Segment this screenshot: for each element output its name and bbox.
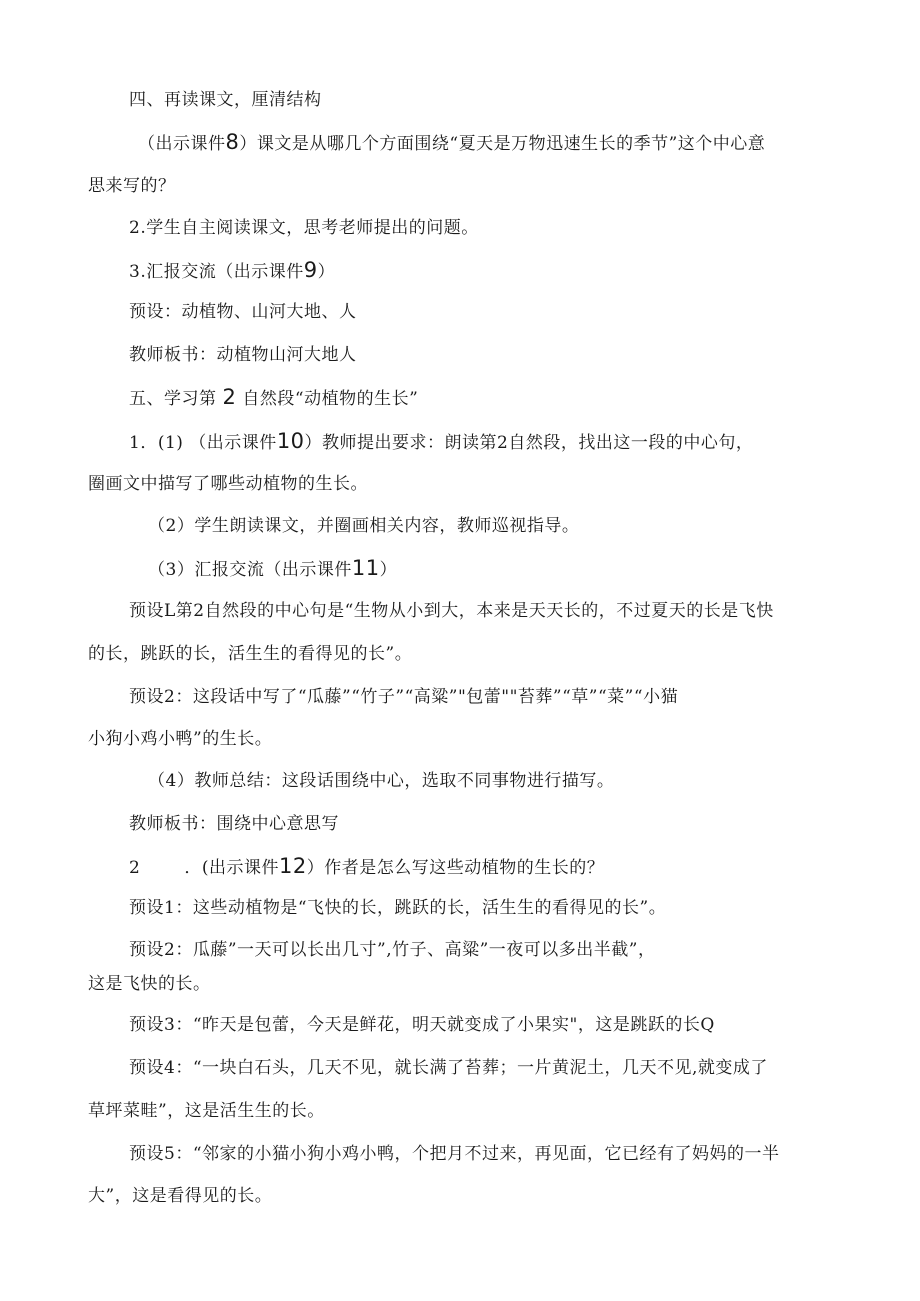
- section-heading-4: 四、再读课文，厘清结构: [129, 90, 322, 110]
- paragraph-line: （2）学生朗读课文，并圈画相关内容，教师巡视指导。: [148, 516, 580, 536]
- paragraph-line: 圈画文中描写了哪些动植物的生长。: [88, 474, 368, 494]
- courseware-number: 8: [225, 130, 240, 154]
- paragraph-line: 思来写的？: [88, 176, 176, 196]
- paragraph-line: 2.学生自主阅读课文，思考老师提出的问题。: [129, 218, 479, 238]
- paragraph-line: （4）教师总结：这段话围绕中心，选取不同事物进行描写。: [148, 771, 615, 791]
- paragraph-line: 草坪菜畦”，这是活生生的长。: [88, 1101, 325, 1121]
- paragraph-line: 预设1：这些动植物是“飞快的长，跳跃的长，活生生的看得见的长”。: [129, 898, 667, 918]
- paragraph-number: 2: [222, 385, 237, 409]
- text-run: 3.汇报交流（出示课件: [129, 262, 304, 282]
- paragraph-line: [129, 259, 335, 283]
- paragraph-line: [148, 557, 397, 581]
- paragraph-line: 教师板书：围绕中心意思写: [129, 814, 339, 834]
- paragraph-line: [129, 855, 604, 879]
- text-run: ）课文是从哪几个方面围绕“夏天是万物迅速生长的季节”这个中心意: [239, 134, 766, 154]
- paragraph-line: 预设2：这段话中写了“瓜藤”“竹子”“高粱”"包蕾""苔葬”“草”“菜”“小猫: [129, 687, 679, 707]
- paragraph-line: 预设5：“邻家的小猫小狗小鸡小鸭，个把月不过来，再见面，它已经有了妈妈的一半: [129, 1144, 780, 1164]
- paragraph-line: 的长，跳跃的长，活生生的看得见的长”。: [88, 644, 413, 664]
- text-run: 2: [129, 858, 141, 878]
- text-run: （出示课件: [138, 134, 226, 154]
- paragraph-line: [138, 131, 765, 155]
- text-run: ）: [317, 262, 336, 282]
- text-run: 五、学习第: [129, 389, 217, 409]
- text-run: ）作者是怎么写这些动植物的生长的？: [306, 858, 605, 878]
- paragraph-line: 这是飞快的长。: [88, 974, 211, 994]
- paragraph-line: 教师板书：动植物山河大地人: [129, 345, 357, 365]
- courseware-number: 12: [278, 854, 307, 878]
- paragraph-line: 预设：动植物、山河大地、人: [129, 302, 357, 322]
- courseware-number: 10: [276, 429, 305, 453]
- paragraph-line: 预设2：瓜藤”一天可以长出几寸”,竹子、高粱”一夜可以多出半截”，: [129, 940, 656, 960]
- courseware-number: 9: [303, 258, 318, 282]
- paragraph-line: [129, 430, 753, 454]
- paragraph-line: 预设3：“昨天是包蕾，今天是鲜花，明天就变成了小果实"，这是跳跃的长Q: [129, 1015, 715, 1035]
- text-run: ）: [379, 560, 398, 580]
- text-run: 自然段“动植物的生长”: [242, 389, 419, 409]
- text-run: 1．(1) （出示课件: [129, 433, 277, 453]
- paragraph-line: 预设L第2自然段的中心句是“生物从小到大，本来是天天长的，不过夏天的长是飞快: [129, 601, 774, 621]
- text-run: ．(出示课件: [184, 858, 279, 878]
- text-run: ）教师提出要求：朗读第2自然段，找出这一段的中心句，: [304, 433, 754, 453]
- paragraph-line: 预设4：“一块白石头，几天不见，就长满了苔葬；一片黄泥土，几天不见,就变成了: [129, 1058, 768, 1078]
- text-run: （3）汇报交流（出示课件: [148, 560, 352, 580]
- paragraph-line: 小狗小鸡小鸭”的生长。: [88, 729, 273, 749]
- courseware-number: 11: [351, 556, 380, 580]
- paragraph-line: 大”，这是看得见的长。: [88, 1186, 273, 1206]
- section-heading-5: [129, 386, 418, 410]
